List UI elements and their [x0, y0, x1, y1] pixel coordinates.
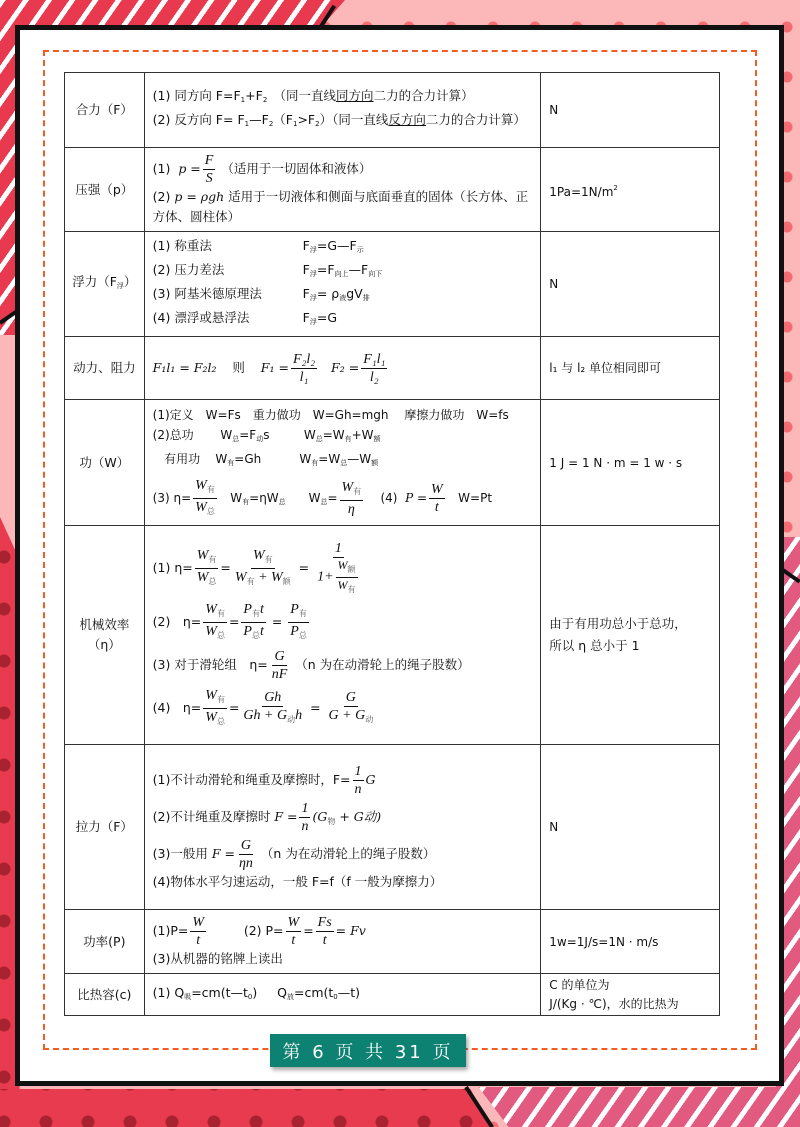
text: W: [220, 428, 233, 442]
math: F =: [274, 808, 298, 824]
text: （n 为在动滑轮上的绳子股数）: [295, 657, 470, 672]
row-name-text: 比热容(c): [77, 986, 132, 1002]
formula-line: [153, 187, 535, 227]
text: (1)P=: [152, 923, 189, 938]
formula-line: [153, 763, 535, 798]
subscript: 浮: [309, 294, 317, 302]
row-name: [65, 400, 145, 526]
row-unit: [541, 526, 720, 745]
text: (4) η=: [152, 700, 202, 715]
denominator: t: [196, 933, 201, 948]
row-unit: [541, 745, 720, 910]
row-name-text: 功率(P): [83, 933, 126, 949]
superscript: 2: [613, 183, 618, 192]
subscript: 排: [362, 294, 370, 302]
unit-text: l₁ 与 l₂ 单位相同即可: [549, 361, 662, 375]
text: (3)一般用: [152, 845, 208, 861]
text: —F: [348, 262, 369, 277]
text: (3) 对于滑轮组 η=: [152, 657, 268, 672]
page-number-badge: [270, 1034, 466, 1067]
text: 则: [232, 359, 245, 375]
row-unit: [541, 974, 720, 1016]
subscript: 额: [371, 459, 379, 467]
formula-line: [153, 308, 535, 332]
subscript: 浮: [309, 246, 317, 254]
formula-line: (3)从机器的铭牌上读出: [152, 951, 283, 966]
math: p = ρgh: [174, 189, 225, 204]
numerator: G: [240, 837, 252, 853]
fraction: [340, 479, 364, 518]
text: 有用功: [164, 452, 201, 466]
math: + G动): [335, 808, 382, 824]
row-unit: [541, 910, 720, 974]
numerator: Fs: [317, 915, 332, 930]
row-name-text: 功（W）: [79, 454, 130, 470]
row-name-text: 机械效率: [79, 617, 130, 632]
subscript: 有: [208, 555, 217, 564]
text: +F: [245, 88, 263, 103]
subscript: 浮: [309, 318, 317, 326]
fraction: [315, 540, 361, 597]
denominator: t: [291, 933, 296, 948]
table-row: [65, 745, 720, 910]
row-name: [65, 337, 145, 400]
fraction: [361, 351, 387, 386]
formula-line: [153, 284, 535, 308]
text: F: [302, 286, 310, 301]
text: F: [302, 238, 310, 253]
formula-line: (4) η= $\frac{W_有}{W_总}$ = $\frac{Gh}{Gh + G_动h}$ = $\frac{G}{G + G_动}$: [153, 687, 535, 730]
row-name: [65, 974, 145, 1016]
subscript: 总: [216, 717, 225, 726]
text: gV: [346, 286, 363, 301]
text: W: [299, 452, 312, 466]
formula-line: (4)物体水平匀速运动，一般 F=f（f 一般为摩擦力）: [152, 873, 443, 889]
subscript: 放: [286, 992, 294, 1001]
subscript: 总: [320, 498, 328, 506]
text: =F: [239, 428, 257, 442]
numerator: 1: [301, 800, 309, 816]
text: (2) 反方向 F= F: [152, 112, 245, 127]
row-formulas: [144, 526, 541, 745]
row-formulas: [144, 400, 541, 526]
numerator: F: [204, 153, 214, 168]
denominator: W: [195, 500, 207, 515]
text: W=Pt: [458, 491, 493, 505]
bottom-right-striped-decoration: [465, 1087, 800, 1127]
row-formulas: [144, 73, 541, 148]
fraction: [286, 914, 302, 949]
row-unit: [541, 400, 720, 526]
row-name: [65, 910, 145, 974]
row-formulas: [144, 232, 541, 337]
unit-text: N: [549, 277, 559, 291]
subscript: 总: [208, 577, 217, 586]
text: (1) Q: [152, 984, 185, 1000]
subscript: 有: [216, 695, 225, 704]
method-label: (1) 称重法: [152, 238, 212, 253]
math: F₂ =: [331, 359, 360, 375]
unit-text: J/(Kg · ℃)，水的比热为: [549, 996, 679, 1011]
fraction: [237, 837, 255, 872]
denominator: nF: [271, 667, 288, 682]
fraction: $\frac{P_有}{P_总}$: [290, 602, 307, 640]
fraction: [203, 152, 216, 187]
fraction: $\frac{P_有t}{P_总t}$: [243, 602, 264, 640]
subscript: 有: [246, 577, 255, 586]
row-name-text: 动力、阻力: [73, 360, 136, 375]
subscript: 动: [287, 715, 296, 724]
fraction: [299, 800, 310, 835]
math: = Fv: [335, 923, 366, 938]
table-row: [65, 232, 720, 337]
text: (2): [152, 189, 171, 204]
fraction: $\frac{W_额}{W_有}$: [337, 558, 356, 594]
formula-line: [153, 152, 535, 187]
unit-text: 1w=1J/s=1N · m/s: [549, 934, 659, 949]
denominator: t: [434, 500, 439, 515]
text: Q: [277, 984, 287, 1000]
subscript: 总: [278, 498, 286, 506]
text: （F: [273, 112, 293, 127]
formula-line: (2) η= $\frac{W_有}{W_总}$ = $\frac{P_有t}{P_总t}$ = $\frac{P_有}{P_总}$: [153, 601, 535, 644]
row-formulas: [144, 974, 541, 1016]
text: ）: [123, 274, 137, 289]
subscript: 有: [344, 435, 352, 443]
subscript: 有: [347, 585, 356, 594]
formula-line: (1) η= $\frac{W_有}{W_总}$ = $\frac{W_有}{W_有 + W_额}$ = 1 1+ $\frac{W_额}{W_有}$: [153, 540, 535, 597]
row-formulas: [144, 745, 541, 910]
text: （同一直线: [332, 112, 389, 127]
text: F: [302, 262, 310, 277]
row-unit: [541, 232, 720, 337]
subscript: 有: [353, 487, 362, 496]
fraction: $\frac{W_有}{W_总}$: [196, 548, 217, 586]
subscript: 1: [240, 96, 246, 104]
subscript: 示: [356, 246, 364, 254]
text: =G—F: [316, 238, 357, 253]
text: ）: [319, 112, 333, 127]
underlined-text: 反方向: [388, 112, 426, 127]
subscript: 有: [298, 609, 307, 618]
text: 二力的合力计算）: [425, 112, 526, 127]
text: (3) η=: [152, 491, 192, 505]
text: =Gh: [234, 452, 262, 466]
formula-line: [153, 449, 535, 473]
math: F₁ =: [260, 359, 289, 375]
math: (G: [312, 808, 328, 824]
formula-line: [153, 86, 535, 110]
formula-line: [153, 351, 535, 386]
denominator: η: [347, 502, 355, 517]
subscript: 总: [298, 631, 307, 640]
row-formulas: [144, 337, 541, 400]
table-row: [65, 974, 720, 1016]
underlined-text: 同方向: [336, 88, 374, 103]
math: F =: [211, 845, 235, 861]
text: =W: [318, 452, 341, 466]
row-unit: [541, 73, 720, 148]
method-label: (2) 压力差法: [152, 262, 225, 277]
subscript: 物: [327, 816, 336, 826]
denominator: l₂: [369, 369, 379, 385]
denominator: S: [205, 171, 213, 186]
formula-line: [153, 110, 535, 134]
text: >F: [297, 112, 316, 127]
subscript: 有: [251, 609, 260, 618]
method-label: (4) 漂浮或悬浮法: [152, 310, 250, 325]
text: F: [302, 310, 310, 325]
text: （适用于一切固体和液体）: [221, 161, 372, 176]
numerator: W: [192, 915, 205, 930]
text: (1)不计动滑轮和绳重及摩擦时，F=: [152, 771, 351, 787]
unit-text: N: [549, 820, 559, 834]
fraction: [316, 914, 334, 949]
row-name-text: 拉力（F）: [75, 819, 133, 834]
fraction: [190, 914, 206, 949]
text: =: [303, 923, 314, 938]
subscript: 总: [216, 631, 225, 640]
subscript: 总: [232, 435, 240, 443]
row-formulas: [144, 148, 541, 232]
text: W: [303, 428, 316, 442]
row-name-text: 合力（F）: [75, 102, 133, 117]
numerator: F₂l₂: [292, 351, 316, 367]
numerator: 1: [334, 541, 342, 556]
subscript: 有: [227, 459, 235, 467]
subscript: 浮: [116, 282, 124, 290]
subscript: 额: [347, 565, 356, 574]
row-name: [65, 232, 145, 337]
text: (4): [380, 491, 398, 505]
text: (2)不计绳重及摩擦时: [152, 808, 271, 824]
table-row: [65, 337, 720, 400]
row-name-text: （η）: [87, 637, 121, 652]
subscript: 2: [315, 120, 320, 128]
text: W: [215, 452, 228, 466]
subscript: 1: [244, 120, 250, 128]
text: —t): [337, 984, 361, 1000]
fraction: [353, 763, 364, 798]
text: =G: [316, 310, 338, 325]
numerator: F₁l₁: [363, 351, 386, 367]
formula-line: [153, 236, 535, 260]
text: (1) 同方向 F=F: [152, 88, 241, 103]
fraction: $\frac{W_有}{W_总}$: [205, 688, 225, 726]
text: =W: [322, 428, 345, 442]
subscript: 0: [333, 992, 338, 1001]
text: (1): [152, 161, 171, 176]
table-row: [65, 73, 720, 148]
subscript: 0: [247, 992, 253, 1001]
fraction: $\frac{W_有}{W_有 + W_额}$: [234, 548, 291, 586]
numerator: W: [431, 482, 443, 497]
text: ): [252, 984, 258, 1000]
subscript: 有: [311, 459, 319, 467]
text: =ηW: [249, 491, 279, 505]
subscript: 有: [206, 485, 215, 494]
math: F₁l₁ = F₂l₂: [152, 359, 217, 375]
formula-line: [153, 983, 535, 1007]
text: =cm(t—t: [191, 984, 248, 1000]
subscript: 1: [292, 120, 298, 128]
math: P =: [405, 491, 428, 505]
subscript: 额: [282, 577, 291, 586]
fraction: [291, 351, 317, 386]
row-name: [65, 73, 145, 148]
subscript: 吸: [184, 992, 192, 1001]
text: (2) η=: [152, 614, 202, 629]
unit-text: 1Pa=1N/m: [549, 184, 614, 199]
physics-formula-table: [64, 72, 720, 1016]
text: =: [327, 491, 338, 505]
text: =cm(t: [293, 984, 334, 1000]
subscript: 向上: [334, 270, 349, 278]
numerator: G: [274, 649, 285, 664]
fraction: [193, 477, 217, 520]
fraction: [270, 648, 290, 683]
text: —W: [347, 452, 372, 466]
denominator: n: [354, 781, 362, 797]
formula-line: [153, 914, 535, 949]
text: (2)总功: [152, 428, 194, 442]
fraction: $\frac{G}{G + G_动}$: [328, 690, 374, 724]
subscript: 浮: [309, 270, 317, 278]
subscript: 液: [339, 294, 347, 302]
formula-line: [153, 260, 535, 284]
row-name-text: 压强（p）: [75, 181, 134, 197]
math: p =: [178, 161, 201, 176]
text: (2) P=: [243, 923, 284, 938]
fraction: $\frac{Gh}{Gh + G_动h}$: [243, 690, 303, 724]
text: 二力的合力计算）: [373, 88, 474, 103]
table-row: [65, 910, 720, 974]
row-name: [65, 745, 145, 910]
text: = ρ: [316, 286, 340, 301]
row-unit: [541, 337, 720, 400]
subscript: 2: [268, 120, 274, 128]
math: G: [365, 771, 376, 787]
denominator: ηn: [238, 855, 253, 871]
formula-line: [153, 477, 535, 520]
unit-text: 所以 η 总小于 1: [549, 638, 640, 653]
formula-line: [153, 648, 535, 683]
fraction: $\frac{W_有}{W_总}$: [205, 602, 225, 640]
numerator: 1: [354, 763, 362, 779]
subscript: 有: [242, 498, 250, 506]
fraction: [429, 481, 445, 516]
row-unit: [541, 148, 720, 232]
text: W: [230, 491, 243, 505]
formula-line: (1)定义 W=Fs 重力做功 W=Gh=mgh 摩擦力做功 W=fs: [152, 408, 509, 422]
bottom-red-dot-band: [0, 1089, 490, 1127]
denominator: n: [301, 818, 309, 834]
table-row: [65, 148, 720, 232]
text: (1) η=: [152, 560, 193, 575]
subscript: 额: [373, 435, 381, 443]
subscript: 动: [256, 435, 264, 443]
denominator: t: [322, 933, 327, 948]
text: 1+: [317, 569, 334, 585]
text: +W: [351, 428, 374, 442]
row-name: [65, 148, 145, 232]
text: 适用于一切液体和侧面与底面垂直的固体（长方体、正方体、圆柱体）: [152, 189, 529, 224]
unit-text: 由于有用功总小于总功，: [549, 616, 687, 631]
table-row: [65, 526, 720, 745]
table-row: [65, 400, 720, 526]
method-label: (3) 阿基米德原理法: [152, 286, 262, 301]
text: W: [308, 491, 321, 505]
subscript: 总: [340, 459, 348, 467]
text: —F: [249, 112, 269, 127]
unit-text: N: [549, 103, 559, 117]
formula-line: [153, 837, 535, 872]
row-name-text: 浮力（F: [72, 274, 117, 289]
denominator: l₁: [299, 369, 309, 385]
numerator: W: [341, 480, 354, 495]
unit-text: 1 J = 1 N · m = 1 w · s: [549, 455, 683, 470]
subscript: 动: [365, 715, 374, 724]
page-number-label: 第 6 页 共 31 页: [282, 1041, 454, 1063]
text: （同一直线: [267, 88, 337, 103]
subscript: 总: [251, 631, 260, 640]
text: =F: [316, 262, 335, 277]
formula-line: [153, 425, 535, 449]
subscript: 有: [264, 555, 273, 564]
subscript: 总: [206, 507, 215, 516]
numerator: W: [195, 478, 207, 493]
numerator: W: [287, 915, 300, 930]
formula-line: [153, 800, 535, 835]
subscript: 向下: [368, 270, 383, 278]
text: s: [263, 428, 270, 442]
subscript: 2: [262, 96, 268, 104]
row-name: [65, 526, 145, 745]
subscript: 有: [216, 609, 225, 618]
text: （n 为在动滑轮上的绳子股数）: [260, 845, 436, 861]
unit-text: C 的单位为: [549, 977, 610, 992]
row-formulas: [144, 910, 541, 974]
subscript: 总: [315, 435, 323, 443]
